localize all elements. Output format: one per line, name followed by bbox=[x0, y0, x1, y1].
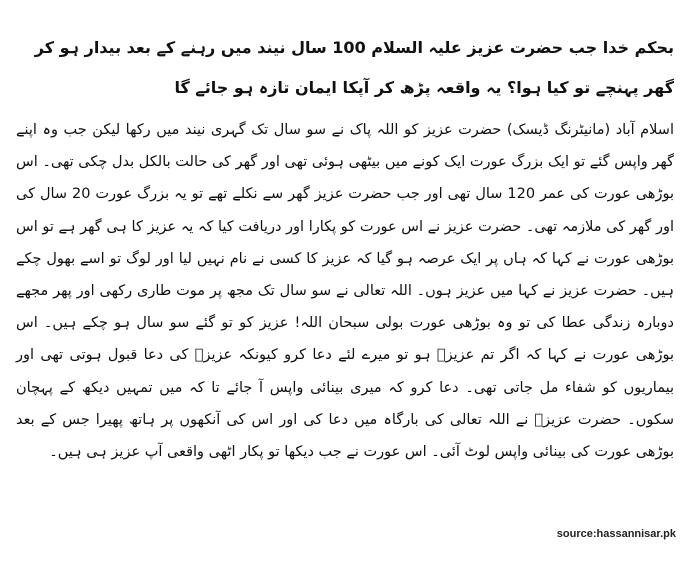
article-headline: بحکم خدا جب حضرت عزیز علیہ السلام 100 سال نیند میں رہنے کے بعد بیدار ہو کر گھر پہنچے تو کیا ہوا؟ یہ واقعہ پڑھ کر آپکا ایمان تازہ ہو جائے گا bbox=[34, 38, 674, 97]
source-credit: source:hassannisar.pk bbox=[556, 528, 676, 540]
article-body: اسلام آباد (مانیٹرنگ ڈیسک) حضرت عزیز کو اللہ پاک نے سو سال تک گہری نیند میں رکھا لیکن جب وہ اپنے گھر واپس گئے تو ایک بزرگ عورت ایک کونے میں بیٹھی ہوئی تھی اور گھر کی حالت بالکل بدل چکی تھی۔ اس بوڑھی عورت کی عمر 120 سال تھی اور جب حضرت عزیز گھر سے نکلے تھے تو یہ بزرگ عورت 20 سال کی اور گھر کی ملازمہ تھی۔ حضرت عزیز نے اس عورت کو پکارا اور دریافت کیا کہ یہ عزیز کا ہی گھر ہے تو اس بوڑھی عورت نے کہا کہ ہاں پر ایک عرصہ ہو گیا کہ عزیز کا کسی نے نام نہیں لیا اور لوگ تو اسے بھول چکے ہیں۔ حضرت عزیز نے کہا میں عزیز ہوں۔ اللہ تعالی نے سو سال تک مجھ پر موت طاری رکھی اور پھر مجھے دوبارہ زندگی عطا کی تو وہ بوڑھی عورت بولی سبحان اللہ! عزیز کو تو گئے سو سال ہو چکے ہیں۔ اس بوڑھی عورت نے کہا کہ اگر تم عزیزؑ ہو تو میرے لئے دعا کرو کیونکہ عزیزؑ کی دعا قبول ہوتی تھی اور بیماریوں کو شفاء مل جاتی تھی۔ دعا کرو کہ میری بینائی واپس آ جائے تا کہ میں تمہیں دیکھ کے پہچان سکوں۔ حضرت عزیزؑ نے اللہ تعالی کی بارگاہ میں دعا کی اور اس کی آنکھوں پر ہاتھ پھیرا جس کے بعد بوڑھی عورت کی بینائی واپس لوٹ آئی۔ اس عورت نے جب دیکھا تو پکار اٹھی واقعی آپ عزیز ہی ہیں۔ bbox=[16, 122, 674, 461]
